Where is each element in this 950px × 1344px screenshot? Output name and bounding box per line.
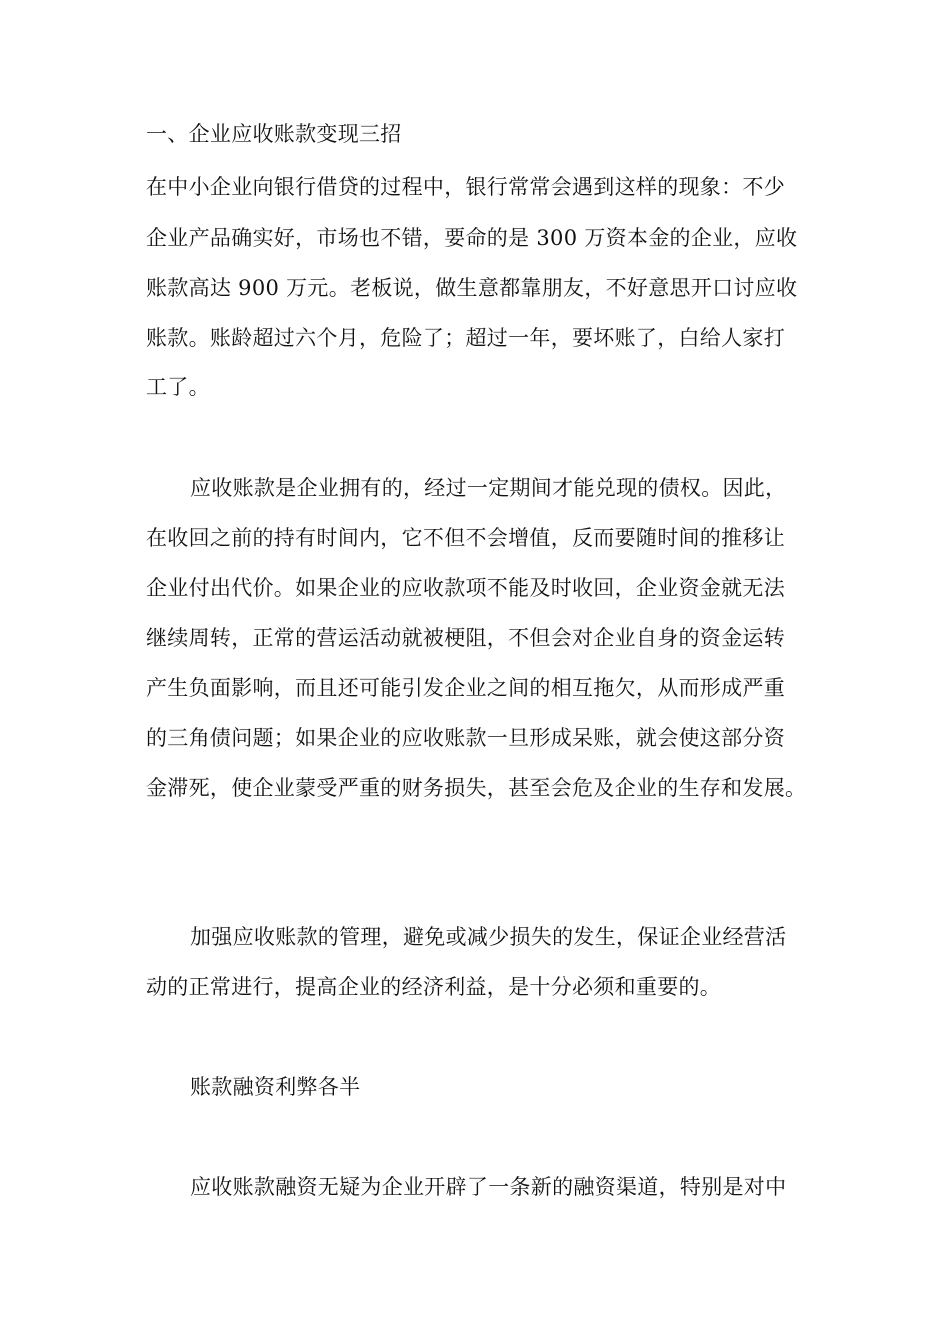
paragraph-2-line-5: 产生负面影响，而且还可能引发企业之间的相互拖欠，从而形成严重: [146, 676, 785, 700]
paragraph-2-line-7: 金滞死，使企业蒙受严重的财务损失，甚至会危及企业的生存和发展。: [146, 776, 807, 800]
paragraph-2-line-4: 继续周转，正常的营运活动就被梗阻，不但会对企业自身的资金运转: [146, 626, 785, 650]
paragraph-3-line-2: 动的正常进行，提高企业的经济利益，是十分必须和重要的。: [146, 975, 722, 999]
subheading: 账款融资利弊各半: [190, 1075, 361, 1099]
paragraph-1-line-2: 企业产品确实好，市场也不错，要命的是 300 万资本金的企业，应收: [146, 226, 798, 250]
paragraph-1-line-5: 工了。: [146, 375, 210, 399]
paragraph-2-line-2: 在收回之前的持有时间内，它不但不会增值，反而要随时间的推移让: [146, 526, 785, 550]
section-heading: 一、企业应收账款变现三招: [146, 122, 402, 146]
paragraph-1-line-4: 账款。账龄超过六个月，危险了；超过一年，要坏账了，白给人家打: [146, 326, 785, 350]
paragraph-3-line-1: 加强应收账款的管理，避免或减少损失的发生，保证企业经营活: [190, 925, 787, 949]
paragraph-2-line-1: 应收账款是企业拥有的，经过一定期间才能兑现的债权。因此，: [190, 476, 787, 500]
paragraph-1-line-3: 账款高达 900 万元。老板说，做生意都靠朋友，不好意思开口讨应收: [146, 276, 798, 300]
paragraph-1-line-1: 在中小企业向银行借贷的过程中，银行常常会遇到这样的现象：不少: [146, 175, 785, 199]
paragraph-2-line-6: 的三角债问题；如果企业的应收账款一旦形成呆账，就会使这部分资: [146, 726, 785, 750]
paragraph-4-line-1: 应收账款融资无疑为企业开辟了一条新的融资渠道，特别是对中: [190, 1175, 787, 1199]
paragraph-2-line-3: 企业付出代价。如果企业的应收款项不能及时收回，企业资金就无法: [146, 576, 785, 600]
